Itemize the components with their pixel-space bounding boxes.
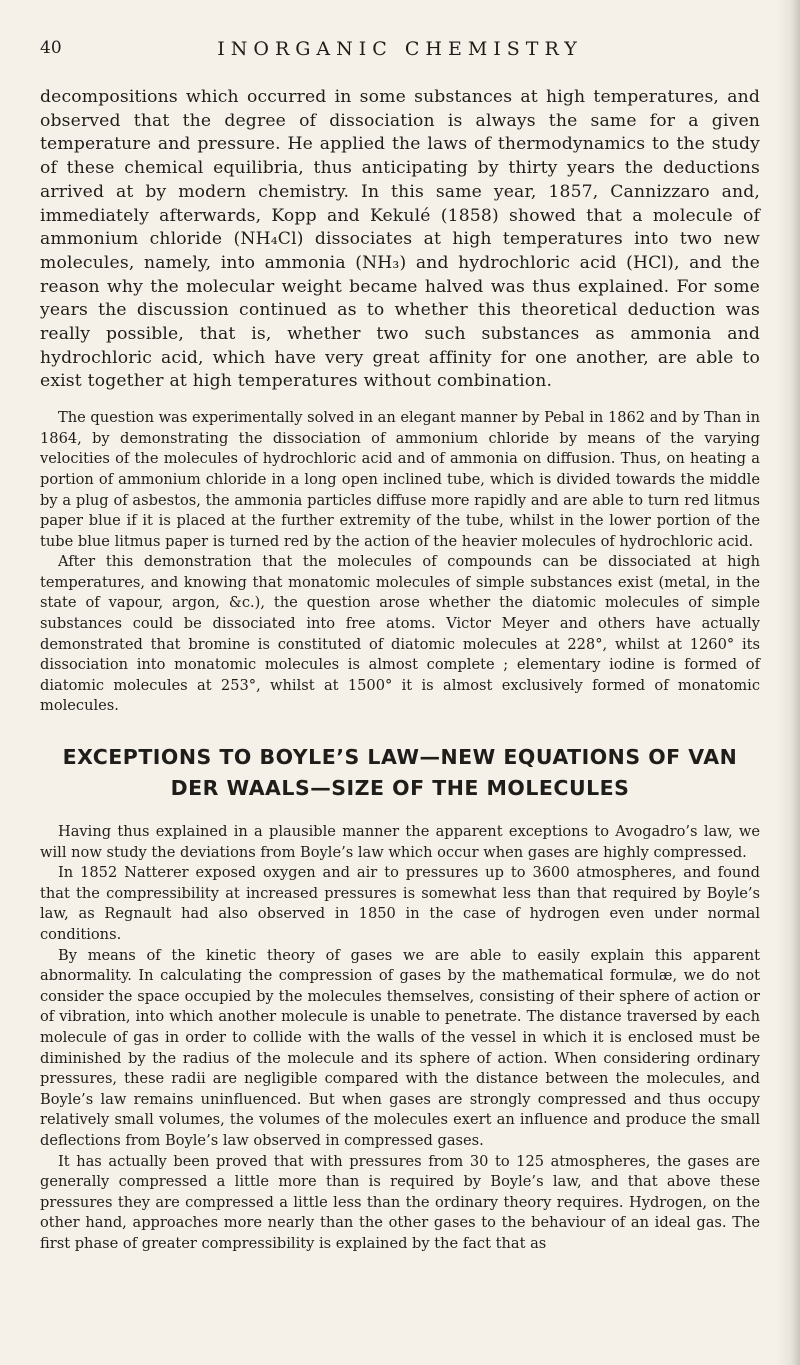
section-paragraph-1: Having thus explained in a plausible manner the apparent exceptions to Avogadro’s law, we will now study the deviations from Boyle’s law which occur when gases are highly compressed. — [40, 823, 760, 861]
section-paragraph-2: In 1852 Natterer exposed oxygen and air to pressures up to 3600 atmospheres, and found that the compressibility at increased pressures is somewhat less than that required by Boyle’s law, as Regnault had also observed in 1850 in the case of hydrogen even under normal conditions. — [40, 864, 760, 944]
page-number: 40 — [40, 38, 62, 58]
opening-paragraph: decompositions which occurred in some substances at high temperatures, and observed that the degree of dissociation is always the same for a given temperature and pressure. He applied the laws of thermodynamics to the study of these chemical equilibria, thus anticipating by thirty years the deductions arrived at by modern chemistry. In this same year, 1857, Cannizzaro and, immediately afterwards, Kopp and Kekulé (1858) showed that a molecule of ammonium chloride (NH₄Cl) dissociates at high temperatures into two new molecules, namely, into ammonia (NH₃) and hydrochloric acid (HCl), and the reason why the molecular weight became halved was thus explained. For some years the discussion continued as to whether this theoretical deduction was really possible, that is, whether two such substances as ammonia and hydrochloric acid, which have very great affinity for one another, are able to exist together at high temperatures without combination. — [40, 87, 760, 392]
page-edge-shadow — [776, 0, 800, 1365]
running-head: INORGANIC CHEMISTRY — [217, 38, 583, 60]
section-paragraph-3: By means of the kinetic theory of gases we are able to easily explain this apparent abnormality. In calculating the compression of gases by the mathematical formulæ, we do not consider the space occupied by the molecules themselves, consisting of their sphere of action or of vibration, into which another molecule is unable to penetrate. The distance traversed by each molecule of gas in order to collide with the walls of the vessel in which it is enclosed must be diminished by the radius of the molecule and its sphere of action. When considering ordinary pressures, these radii are negligible compared with the distance between the molecules, and Boyle’s law remains uninfluenced. But when gases are strongly compressed and thus occupy relatively small volumes, the volumes of the molecules exert an influence and produce the small deflections from Boyle’s law observed in compressed gases. — [40, 946, 760, 1149]
section-body — [40, 822, 760, 1254]
small-paragraph-2: After this demonstration that the molecules of compounds can be dissociated at high temperatures, and knowing that monatomic molecules of simple substances exist (metal, in the state of vapour, argon, &c.), the question arose whether the diatomic molecules of simple substances could be dissociated into free atoms. Victor Meyer and others have actually demonstrated that bromine is constituted of diatomic molecules at 228°, whilst at 1260° its dissociation into monatomic molecules is almost complete ; elementary iodine is formed of diatomic molecules at 253°, whilst at 1500° it is almost exclusively formed of monatomic molecules. — [40, 553, 760, 715]
small-print-block — [40, 408, 760, 717]
section-heading: EXCEPTIONS TO BOYLE’S LAW—NEW EQUATIONS OF VAN DER WAALS—SIZE OF THE MOLECULES — [62, 745, 738, 801]
page-content — [40, 86, 760, 1255]
page-header — [40, 38, 760, 66]
small-paragraph-1: The question was experimentally solved in an elegant manner by Pebal in 1862 and by Than in 1864, by demonstrating the dissociation of ammonium chloride by means of the varying velocities of the molecules of hydrochloric acid and of ammonia on diffusion. Thus, on heating a portion of ammonium chloride in a long open inclined tube, which is divided towards the middle by a plug of asbestos, the ammonia particles diffuse more rapidly and are able to turn red litmus paper blue if it is placed at the further extremity of the tube, whilst in the lower portion of the tube blue litmus paper is turned red by the action of the heavier molecules of hydrochloric acid. — [40, 409, 760, 550]
section-paragraph-4: It has actually been proved that with pressures from 30 to 125 atmospheres, the gases are generally compressed a little more than is required by Boyle’s law, and that above these pressures they are compressed a little less than the ordinary theory requires. Hydrogen, on the other hand, approaches more nearly than the other gases to the behaviour of an ideal gas. The first phase of greater compressibility is explained by the fact that as — [40, 1152, 760, 1252]
